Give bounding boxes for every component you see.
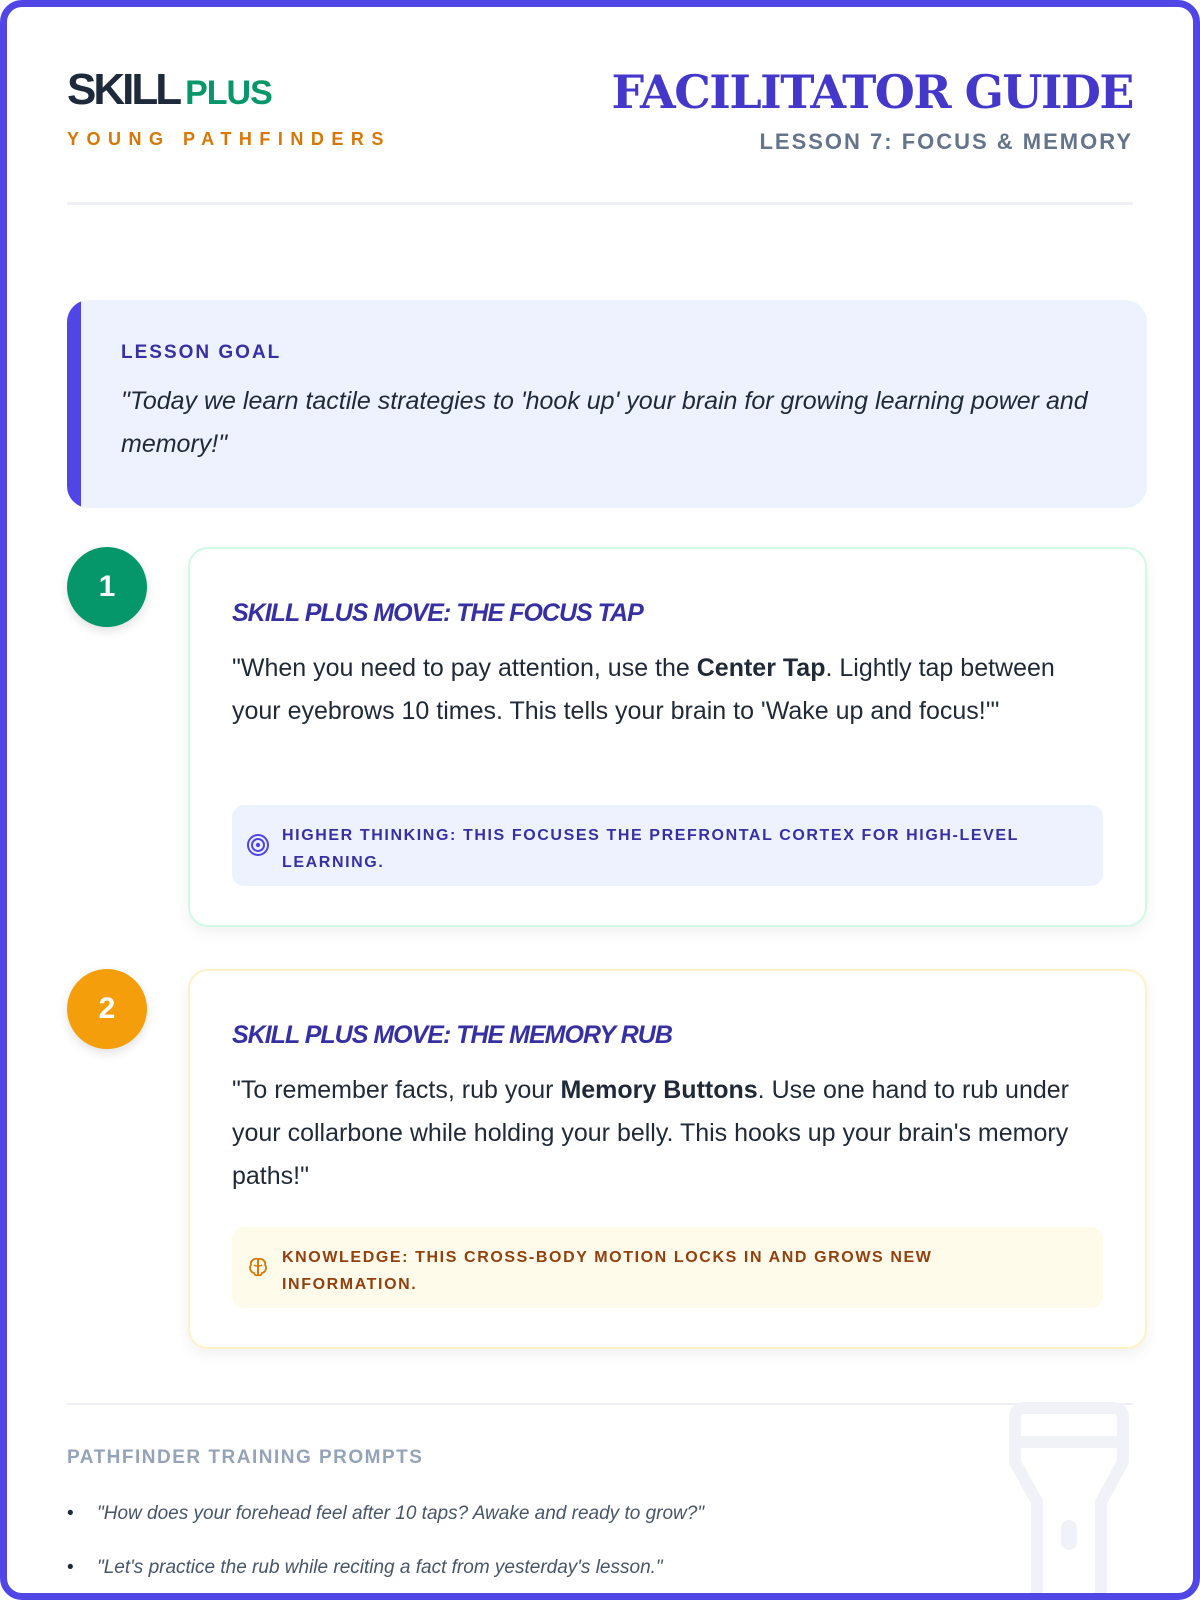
lesson-goal-box xyxy=(67,300,1147,508)
flashlight-icon xyxy=(1003,1402,1135,1600)
goal-text: "Today we learn tactile strategies to 'hook up' your brain for growing learning power and memory!" xyxy=(121,387,1088,458)
step-note-text: HIGHER THINKING: THIS FOCUSES THE PREFRONTAL CORTEX FOR HIGH-LEVEL LEARNING. xyxy=(282,827,1019,871)
step-number-2: 2 xyxy=(67,969,147,1049)
prompt-item: • "How does your forehead feel after 10 taps? Awake and ready to grow?" xyxy=(67,1503,705,1524)
title-block xyxy=(611,65,1133,155)
lesson-subtitle: LESSON 7: FOCUS & MEMORY xyxy=(759,129,1133,154)
step-note-text: KNOWLEDGE: THIS CROSS-BODY MOTION LOCKS IN AND GROWS NEW INFORMATION. xyxy=(282,1249,933,1293)
prompts-title: PATHFINDER TRAINING PROMPTS xyxy=(67,1447,424,1468)
step-body: "To remember facts, rub your Memory Buttons. Use one hand to rub under your collarbone while holding your belly. This hooks up your brain's memory paths!" xyxy=(232,1076,1069,1190)
brain-icon xyxy=(246,1255,270,1279)
target-icon xyxy=(246,833,270,857)
step-title: SKILL PLUS MOVE: THE FOCUS TAP xyxy=(232,599,643,627)
goal-accent-bar xyxy=(67,300,81,508)
step-title: SKILL PLUS MOVE: THE MEMORY RUB xyxy=(232,1021,672,1049)
section-divider xyxy=(67,1403,1133,1405)
page-title: FACILITATOR GUIDE xyxy=(611,65,1133,119)
step-number-1: 1 xyxy=(67,547,147,627)
prompt-item: • "Let's practice the rub while reciting a fact from yesterday's lesson." xyxy=(67,1557,663,1578)
brand-main: SKILL xyxy=(67,65,180,114)
step-note xyxy=(232,805,1103,886)
step-body: "When you need to pay attention, use the Center Tap. Lightly tap between your eyebrows 10 times. This tells your brain to 'Wake up and focus!'" xyxy=(232,654,1055,725)
header xyxy=(67,65,1133,205)
brand-logo xyxy=(67,65,391,150)
step-card-1 xyxy=(188,547,1147,927)
step-card-2 xyxy=(188,969,1147,1349)
brand-plus: PLUS xyxy=(185,74,272,112)
brand-subtitle: YOUNG PATHFINDERS xyxy=(67,129,391,149)
step-note xyxy=(232,1227,1103,1308)
goal-label: LESSON GOAL xyxy=(121,342,282,363)
